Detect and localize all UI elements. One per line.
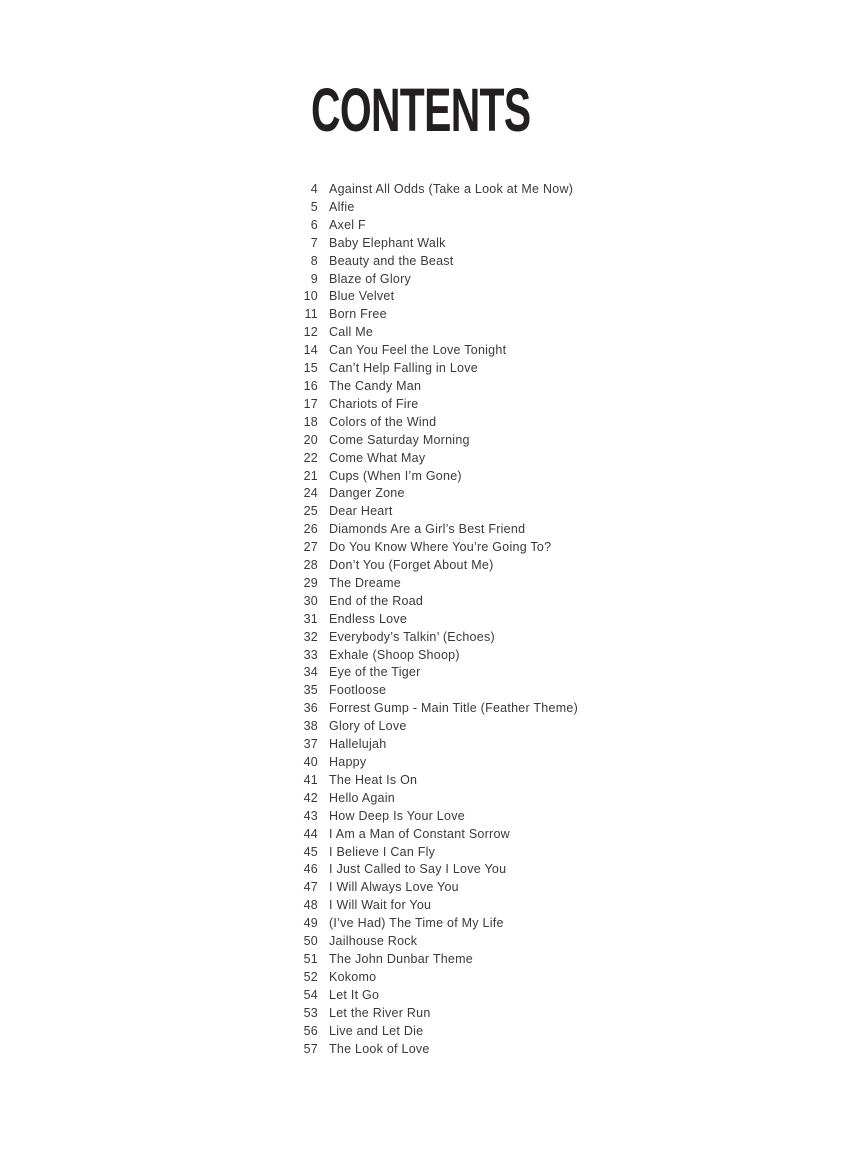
toc-page-number: 29	[303, 575, 318, 590]
toc-entry	[289, 342, 578, 360]
toc-entry	[289, 682, 578, 700]
toc-entry	[289, 951, 578, 969]
toc-entry	[289, 503, 578, 521]
toc-song-title: Alfie	[329, 199, 355, 214]
toc-song-title: End of the Road	[329, 593, 424, 608]
toc-song-title: Glory of Love	[329, 719, 407, 734]
toc-song-title: Everybody’s Talkin’ (Echoes)	[329, 629, 495, 644]
toc-page-number: 45	[303, 844, 318, 859]
toc-song-title: Can You Feel the Love Tonight	[329, 343, 507, 358]
toc-song-title: I Believe I Can Fly	[329, 844, 436, 859]
toc-page-number: 37	[303, 737, 318, 752]
toc-song-title: Don’t You (Forget About Me)	[329, 558, 494, 573]
toc-song-title: How Deep Is Your Love	[329, 808, 465, 823]
toc-page-number: 36	[303, 701, 318, 716]
toc-page-number: 43	[303, 808, 318, 823]
toc-song-title: The Candy Man	[329, 378, 422, 393]
toc-page-number: 20	[303, 432, 318, 447]
toc-entry	[289, 288, 578, 306]
toc-song-title: I Will Always Love You	[329, 880, 459, 895]
toc-song-title: Footloose	[329, 683, 387, 698]
toc-song-title: I Just Called to Say I Love You	[329, 862, 507, 877]
toc-page-number: 26	[303, 522, 318, 537]
toc-page-number: 30	[303, 593, 318, 608]
toc-page-number: 52	[303, 969, 318, 984]
toc-page-number: 4	[310, 182, 318, 196]
toc-entry	[289, 647, 578, 665]
toc-page-number: 40	[303, 755, 318, 769]
toc-song-title: Kokomo	[329, 969, 377, 984]
toc-entry	[289, 897, 578, 915]
toc-song-title: The Look of Love	[329, 1041, 430, 1056]
toc-entry	[289, 593, 578, 611]
toc-song-title: Baby Elephant Walk	[329, 235, 446, 250]
toc-entry	[289, 969, 578, 987]
toc-page-number: 16	[303, 378, 318, 393]
toc-entry	[289, 879, 578, 897]
toc-song-title: Forrest Gump - Main Title (Feather Theme)	[329, 701, 578, 716]
toc-entry	[289, 324, 578, 342]
toc-entry	[289, 700, 578, 718]
toc-entry	[289, 396, 578, 414]
toc-page-number: 14	[303, 343, 318, 358]
toc-song-title: Endless Love	[329, 611, 408, 626]
toc-entry	[289, 468, 578, 486]
toc-page-number: 5	[310, 199, 318, 214]
toc-page-number: 21	[303, 468, 318, 483]
toc-entry	[289, 557, 578, 575]
toc-song-title: Colors of the Wind	[329, 414, 437, 429]
toc-page-number: 17	[303, 396, 318, 411]
toc-song-title: (I’ve Had) The Time of My Life	[329, 916, 504, 931]
toc-song-title: Can’t Help Falling in Love	[329, 361, 478, 376]
toc-entry	[289, 790, 578, 808]
toc-entry	[289, 1041, 578, 1059]
toc-entry	[289, 844, 578, 862]
toc-entry	[289, 485, 578, 503]
toc-list	[289, 181, 578, 1058]
toc-song-title: Eye of the Tiger	[329, 665, 421, 680]
toc-entry	[289, 378, 578, 396]
toc-entry	[289, 575, 578, 593]
toc-song-title: Axel F	[329, 217, 366, 232]
toc-entry	[289, 217, 578, 235]
toc-song-title: Jailhouse Rock	[329, 934, 418, 949]
toc-page-number: 7	[310, 235, 318, 250]
toc-page-number: 38	[303, 719, 318, 734]
toc-song-title: Live and Let Die	[329, 1023, 424, 1038]
toc-page-number: 32	[303, 629, 318, 644]
toc-entry	[289, 772, 578, 790]
toc-entry	[289, 539, 578, 557]
toc-entry	[289, 306, 578, 324]
toc-song-title: Come Saturday Morning	[329, 432, 470, 447]
toc-page-number: 27	[303, 540, 318, 555]
toc-song-title: Exhale (Shoop Shoop)	[329, 647, 460, 662]
toc-page-number: 44	[303, 826, 318, 841]
toc-entry	[289, 664, 578, 682]
toc-song-title: Diamonds Are a Girl’s Best Friend	[329, 522, 526, 537]
toc-page-number: 54	[303, 987, 318, 1002]
toc-song-title: Against All Odds (Take a Look at Me Now)	[329, 182, 574, 196]
toc-song-title: Born Free	[329, 307, 387, 322]
toc-page-number: 47	[303, 880, 318, 895]
toc-entry	[289, 1023, 578, 1041]
toc-song-title: Danger Zone	[329, 486, 405, 501]
toc-page-number: 41	[303, 772, 318, 787]
toc-entry	[289, 414, 578, 432]
toc-entry	[289, 1005, 578, 1023]
toc-entry	[289, 360, 578, 378]
toc-song-title: I Will Wait for You	[329, 898, 432, 913]
toc-song-title: Happy	[329, 755, 367, 769]
toc-entry	[289, 181, 578, 199]
toc-entry	[289, 629, 578, 647]
toc-page-number: 10	[303, 289, 318, 304]
toc-page-number: 22	[303, 450, 318, 465]
toc-song-title: Cups (When I’m Gone)	[329, 468, 462, 483]
toc-page-number: 42	[303, 790, 318, 805]
toc-entry	[289, 915, 578, 933]
toc-page-number: 31	[303, 611, 318, 626]
toc-page-number: 9	[310, 271, 318, 286]
toc-entry	[289, 754, 578, 772]
toc-page-number: 24	[303, 486, 318, 501]
toc-entry	[289, 933, 578, 951]
toc-entry	[289, 450, 578, 468]
toc-song-title: I Am a Man of Constant Sorrow	[329, 826, 510, 841]
toc-page-number: 25	[303, 504, 318, 519]
toc-song-title: Hello Again	[329, 790, 395, 805]
toc-page-number: 49	[303, 916, 318, 931]
toc-entry	[289, 432, 578, 450]
toc-page-number: 53	[303, 1005, 318, 1020]
toc-entry	[289, 736, 578, 754]
toc-song-title: The John Dunbar Theme	[329, 951, 473, 966]
toc-song-title: Chariots of Fire	[329, 396, 419, 411]
toc-page-number: 18	[303, 414, 318, 429]
toc-song-title: Let It Go	[329, 987, 380, 1002]
page-title: CONTENTS	[311, 76, 531, 144]
toc-entry	[289, 718, 578, 736]
toc-page-number: 35	[303, 683, 318, 698]
toc-entry	[289, 253, 578, 271]
toc-page-number: 28	[303, 558, 318, 573]
toc-song-title: Hallelujah	[329, 737, 387, 752]
toc-page-number: 57	[303, 1041, 318, 1056]
toc-entry	[289, 271, 578, 289]
toc-page-number: 6	[310, 217, 318, 232]
toc-entry	[289, 199, 578, 217]
toc-page-number: 48	[303, 898, 318, 913]
toc-page-number: 15	[303, 361, 318, 376]
toc-entry	[289, 521, 578, 539]
toc-song-title: Come What May	[329, 450, 426, 465]
toc-entry	[289, 611, 578, 629]
toc-page-number: 51	[303, 951, 318, 966]
toc-entry	[289, 987, 578, 1005]
toc-song-title: Beauty and the Beast	[329, 253, 454, 268]
toc-song-title: Let the River Run	[329, 1005, 431, 1020]
toc-page-number: 56	[303, 1023, 318, 1038]
toc-entry	[289, 235, 578, 253]
toc-page-number: 34	[303, 665, 318, 680]
toc-song-title: Blue Velvet	[329, 289, 395, 304]
toc-page-number: 46	[303, 862, 318, 877]
toc-song-title: Blaze of Glory	[329, 271, 412, 286]
toc-page-number: 12	[303, 325, 318, 340]
toc-page-number: 11	[304, 307, 318, 322]
toc-song-title: The Dreame	[329, 575, 401, 590]
toc-entry	[289, 808, 578, 826]
toc-page-number: 8	[310, 253, 318, 268]
toc-entry	[289, 861, 578, 879]
toc-page-number: 33	[303, 647, 318, 662]
toc-song-title: Call Me	[329, 325, 374, 340]
toc-song-title: Dear Heart	[329, 504, 393, 519]
toc-song-title: The Heat Is On	[329, 772, 418, 787]
toc-entry	[289, 826, 578, 844]
toc-song-title: Do You Know Where You’re Going To?	[329, 540, 552, 555]
toc-page-number: 50	[303, 934, 318, 949]
